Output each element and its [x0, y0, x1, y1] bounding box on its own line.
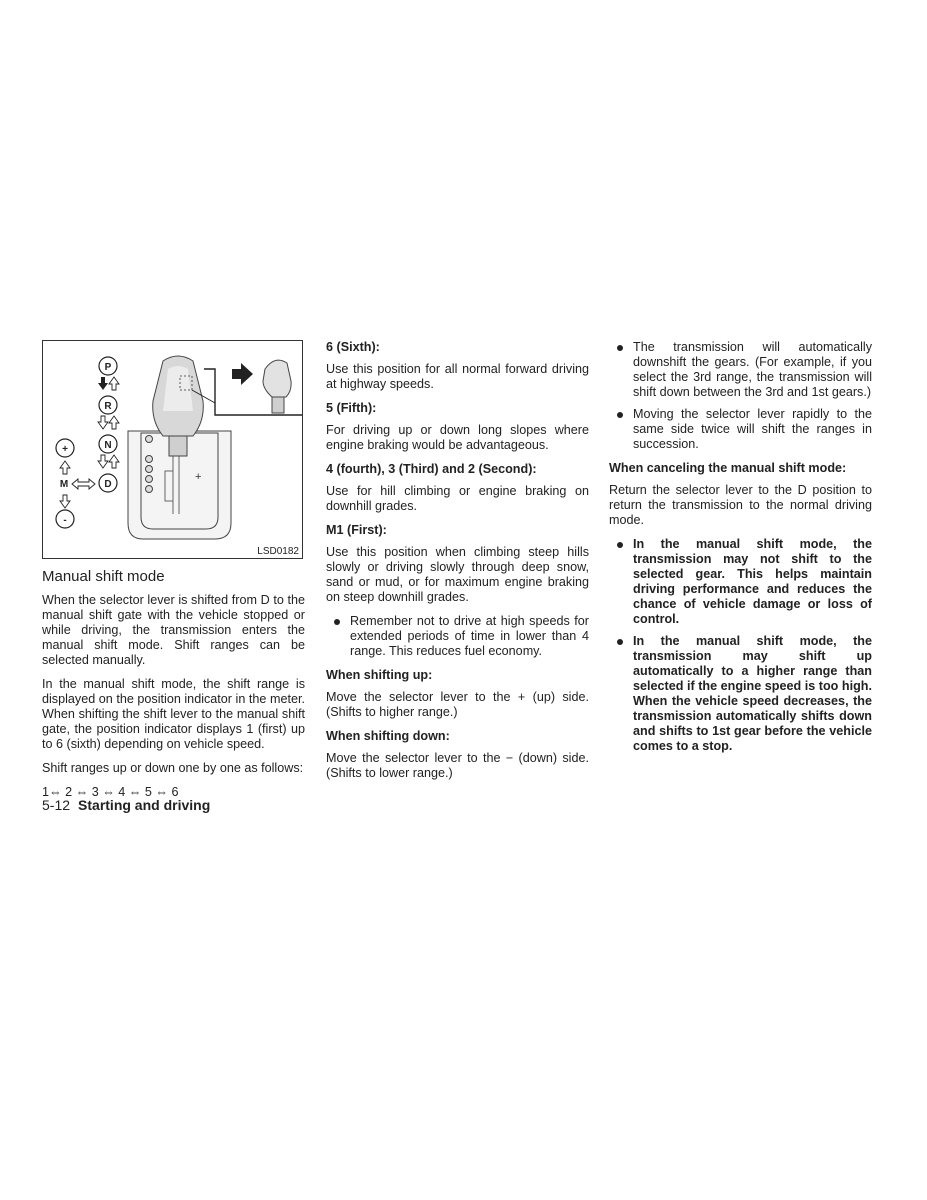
manual-m-label: M: [59, 479, 69, 490]
warning-item: [609, 634, 872, 754]
gear-p-label: P: [104, 362, 112, 373]
column-1: [42, 340, 305, 809]
heading-shifting-up: When shifting up:: [326, 668, 433, 682]
bullet-icon: [617, 345, 623, 351]
figure-code: LSD0182: [257, 546, 299, 557]
shift-lever-diagram: [43, 341, 302, 558]
manual-plus-label: +: [62, 444, 68, 455]
list-item: [609, 407, 872, 452]
page-footer: [42, 797, 210, 813]
svg-text:+: +: [195, 471, 202, 483]
column-3: [609, 340, 872, 763]
gear-r-label: R: [104, 401, 112, 412]
warning-list: [609, 537, 872, 754]
list-item-text: Remember not to drive at high speeds for extended periods of time in lower than 4 range. This reduces fuel economy.: [350, 614, 589, 658]
detail-knob: [263, 360, 291, 413]
list-item-text: The transmission will automatically downshift the gears. (For example, if you select the 3rd range, the transmission will shift down between the 3rd and 1st gears.): [633, 340, 872, 399]
paragraph: Return the selector lever to the D position to return the transmission to the normal driving mode.: [609, 483, 872, 527]
bullet-icon: [334, 619, 340, 625]
paragraph: For driving up or down long slopes where engine braking would be advantageous.: [326, 423, 589, 452]
gear-d-label: D: [104, 479, 112, 490]
column-2: [326, 340, 589, 790]
paragraph: Move the selector lever to the − (down) side. (Shifts to lower range.): [326, 751, 589, 780]
page-number: 5-12: [42, 797, 71, 813]
paragraph: Use for hill climbing or engine braking on downhill grades.: [326, 484, 589, 513]
heading-sixth: 6 (Sixth):: [326, 340, 380, 354]
warning-item: [609, 537, 872, 627]
bullet-list: [326, 614, 589, 659]
bullet-icon: [617, 542, 623, 548]
paragraph: Move the selector lever to the + (up) side. (Shifts to higher range.): [326, 690, 589, 719]
heading-shifting-down: When shifting down:: [326, 729, 450, 743]
manual-minus-label: -: [63, 515, 67, 526]
shift-lever-figure: [42, 340, 303, 559]
paragraph: Use this position when climbing steep hills slowly or driving slowly through deep snow, sand or mud, or for maximum engine braking on steep downhill grades.: [326, 545, 589, 604]
paragraph: Shift ranges up or down one by one as follows:: [42, 761, 304, 775]
shift-sequence: 1⇔ 2 ⇔ 3 ⇔ 4 ⇔ 5 ⇔ 6: [42, 785, 179, 799]
bullet-icon: [617, 639, 623, 645]
paragraph: When the selector lever is shifted from D to the manual shift gate with the vehicle stopped or while driving, the transmission enters the manual shift mode. Shift ranges can be selected manually.: [42, 593, 305, 667]
warning-text: In the manual shift mode, the transmission may shift up automatically to a higher range than selected if the engine speed is too high. When the vehicle speed decreases, the transmission automatically shifts down and shifts to 1st gear before the vehicle comes to a stop.: [633, 634, 872, 753]
gear-n-label: N: [104, 440, 112, 451]
bullet-icon: [617, 412, 623, 418]
heading-canceling: When canceling the manual shift mode:: [609, 461, 847, 475]
list-item: [326, 614, 589, 659]
heading-fourth-third-second: 4 (fourth), 3 (Third) and 2 (Second):: [326, 462, 537, 476]
paragraph: Use this position for all normal forward driving at highway speeds.: [326, 362, 589, 391]
list-item: [609, 340, 872, 400]
heading-fifth: 5 (Fifth):: [326, 401, 377, 415]
warning-text: In the manual shift mode, the transmission may not shift to the selected gear. This helps maintain driving performance and reduces the chance of vehicle damage or loss of control.: [633, 537, 872, 626]
paragraph: In the manual shift mode, the shift range is displayed on the position indicator in the meter. When shifting the shift lever to the manual shift gate, the position indicator displays 1 (first) up to 6 (sixth) depending on vehicle speed.: [42, 677, 305, 751]
footer-section-title: Starting and driving: [78, 797, 211, 813]
heading-m1: M1 (First):: [326, 523, 387, 537]
section-title: Manual shift mode: [42, 568, 165, 585]
right-arrow-icon: [232, 363, 253, 385]
list-item-text: Moving the selector lever rapidly to the same side twice will shift the ranges in succession.: [633, 407, 872, 451]
bullet-list: [609, 340, 872, 452]
